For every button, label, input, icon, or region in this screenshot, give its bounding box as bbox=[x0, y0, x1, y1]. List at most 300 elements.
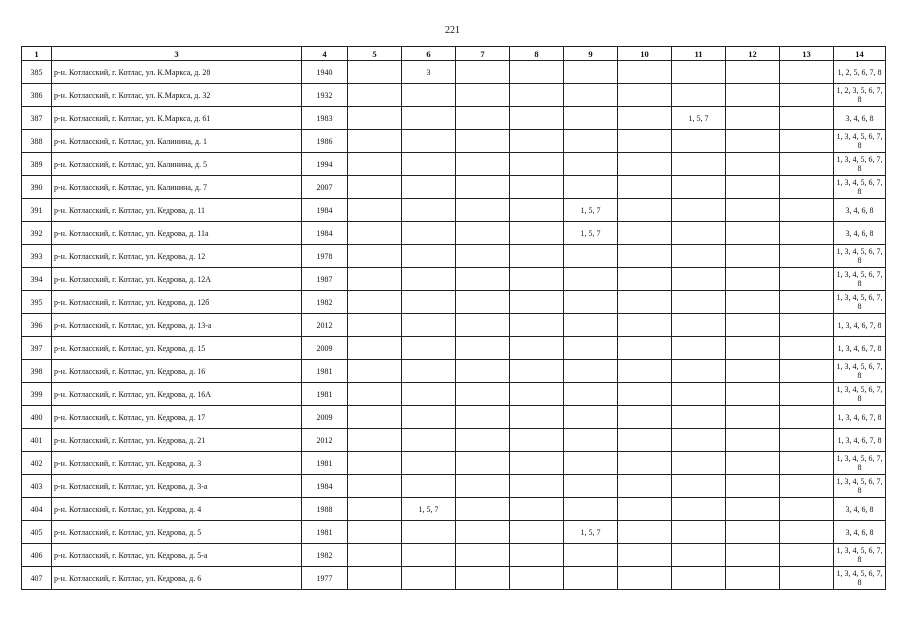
cell-col-8 bbox=[510, 383, 564, 406]
cell-col-9 bbox=[564, 245, 618, 268]
cell-col-7 bbox=[456, 475, 510, 498]
cell-col-6 bbox=[402, 337, 456, 360]
cell-col-7 bbox=[456, 314, 510, 337]
cell-col-4: 1986 bbox=[302, 130, 348, 153]
cell-col-13 bbox=[780, 544, 834, 567]
cell-col-4: 1984 bbox=[302, 475, 348, 498]
cell-col-6 bbox=[402, 130, 456, 153]
table-row bbox=[22, 383, 886, 406]
cell-col-14: 1, 3, 4, 5, 6, 7, 8 bbox=[834, 475, 886, 498]
cell-col-12 bbox=[726, 406, 780, 429]
cell-col-9 bbox=[564, 176, 618, 199]
cell-col-4: 1981 bbox=[302, 521, 348, 544]
cell-col-9 bbox=[564, 383, 618, 406]
cell-col-12 bbox=[726, 498, 780, 521]
cell-col-4: 1981 bbox=[302, 452, 348, 475]
cell-col-6 bbox=[402, 245, 456, 268]
cell-col-9: 1, 5, 7 bbox=[564, 521, 618, 544]
cell-col-11 bbox=[672, 268, 726, 291]
cell-col-5 bbox=[348, 498, 402, 521]
cell-col-8 bbox=[510, 429, 564, 452]
cell-col-7 bbox=[456, 544, 510, 567]
cell-col-3: р-н. Котласский, г. Котлас, ул. Кедрова, д. 11а bbox=[52, 222, 302, 245]
cell-col-4: 1984 bbox=[302, 222, 348, 245]
cell-col-9 bbox=[564, 498, 618, 521]
cell-col-5 bbox=[348, 567, 402, 590]
cell-col-1: 400 bbox=[22, 406, 52, 429]
cell-col-3: р-н. Котласский, г. Котлас, ул. Кедрова, д. 16А bbox=[52, 383, 302, 406]
cell-col-3: р-н. Котласский, г. Котлас, ул. Кедрова, д. 16 bbox=[52, 360, 302, 383]
cell-col-10 bbox=[618, 268, 672, 291]
cell-col-13 bbox=[780, 475, 834, 498]
column-header-13: 13 bbox=[780, 47, 834, 61]
cell-col-13 bbox=[780, 153, 834, 176]
cell-col-12 bbox=[726, 130, 780, 153]
cell-col-1: 396 bbox=[22, 314, 52, 337]
cell-col-7 bbox=[456, 61, 510, 84]
cell-col-11 bbox=[672, 544, 726, 567]
table-row bbox=[22, 153, 886, 176]
cell-col-1: 386 bbox=[22, 84, 52, 107]
table-row bbox=[22, 498, 886, 521]
cell-col-12 bbox=[726, 153, 780, 176]
cell-col-10 bbox=[618, 383, 672, 406]
cell-col-1: 398 bbox=[22, 360, 52, 383]
cell-col-14: 1, 3, 4, 6, 7, 8 bbox=[834, 337, 886, 360]
cell-col-10 bbox=[618, 199, 672, 222]
cell-col-12 bbox=[726, 429, 780, 452]
column-header-3: 3 bbox=[52, 47, 302, 61]
cell-col-10 bbox=[618, 245, 672, 268]
cell-col-6 bbox=[402, 107, 456, 130]
cell-col-1: 405 bbox=[22, 521, 52, 544]
cell-col-12 bbox=[726, 475, 780, 498]
cell-col-10 bbox=[618, 291, 672, 314]
cell-col-11 bbox=[672, 314, 726, 337]
cell-col-5 bbox=[348, 107, 402, 130]
cell-col-7 bbox=[456, 429, 510, 452]
cell-col-4: 1994 bbox=[302, 153, 348, 176]
cell-col-1: 388 bbox=[22, 130, 52, 153]
cell-col-14: 1, 3, 4, 6, 7, 8 bbox=[834, 406, 886, 429]
cell-col-11 bbox=[672, 61, 726, 84]
cell-col-6 bbox=[402, 452, 456, 475]
cell-col-13 bbox=[780, 176, 834, 199]
cell-col-10 bbox=[618, 153, 672, 176]
cell-col-8 bbox=[510, 130, 564, 153]
table-row bbox=[22, 107, 886, 130]
cell-col-12 bbox=[726, 314, 780, 337]
cell-col-5 bbox=[348, 406, 402, 429]
cell-col-7 bbox=[456, 452, 510, 475]
cell-col-3: р-н. Котласский, г. Котлас, ул. Кедрова, д. 17 bbox=[52, 406, 302, 429]
table-row bbox=[22, 222, 886, 245]
cell-col-8 bbox=[510, 337, 564, 360]
cell-col-8 bbox=[510, 84, 564, 107]
cell-col-6 bbox=[402, 475, 456, 498]
cell-col-8 bbox=[510, 268, 564, 291]
cell-col-11 bbox=[672, 291, 726, 314]
cell-col-14: 1, 3, 4, 6, 7, 8 bbox=[834, 429, 886, 452]
cell-col-6 bbox=[402, 567, 456, 590]
column-header-6: 6 bbox=[402, 47, 456, 61]
cell-col-1: 404 bbox=[22, 498, 52, 521]
cell-col-11 bbox=[672, 521, 726, 544]
cell-col-8 bbox=[510, 176, 564, 199]
cell-col-5 bbox=[348, 153, 402, 176]
cell-col-14: 1, 3, 4, 5, 6, 7, 8 bbox=[834, 176, 886, 199]
cell-col-11 bbox=[672, 498, 726, 521]
cell-col-9 bbox=[564, 107, 618, 130]
cell-col-4: 1982 bbox=[302, 544, 348, 567]
cell-col-10 bbox=[618, 544, 672, 567]
cell-col-8 bbox=[510, 61, 564, 84]
table-row bbox=[22, 544, 886, 567]
table-row bbox=[22, 61, 886, 84]
cell-col-6 bbox=[402, 406, 456, 429]
cell-col-6 bbox=[402, 268, 456, 291]
column-header-4: 4 bbox=[302, 47, 348, 61]
cell-col-7 bbox=[456, 268, 510, 291]
cell-col-6 bbox=[402, 383, 456, 406]
cell-col-9 bbox=[564, 61, 618, 84]
cell-col-13 bbox=[780, 291, 834, 314]
cell-col-7 bbox=[456, 360, 510, 383]
column-header-1: 1 bbox=[22, 47, 52, 61]
cell-col-13 bbox=[780, 84, 834, 107]
cell-col-12 bbox=[726, 61, 780, 84]
cell-col-11 bbox=[672, 245, 726, 268]
cell-col-3: р-н. Котласский, г. Котлас, ул. Кедрова, д. 13-а bbox=[52, 314, 302, 337]
cell-col-4: 1932 bbox=[302, 84, 348, 107]
cell-col-9 bbox=[564, 406, 618, 429]
cell-col-12 bbox=[726, 383, 780, 406]
cell-col-14: 1, 3, 4, 5, 6, 7, 8 bbox=[834, 360, 886, 383]
cell-col-14: 1, 3, 4, 5, 6, 7, 8 bbox=[834, 245, 886, 268]
cell-col-12 bbox=[726, 176, 780, 199]
cell-col-7 bbox=[456, 199, 510, 222]
cell-col-13 bbox=[780, 406, 834, 429]
cell-col-1: 389 bbox=[22, 153, 52, 176]
table-row bbox=[22, 521, 886, 544]
cell-col-1: 401 bbox=[22, 429, 52, 452]
cell-col-11 bbox=[672, 84, 726, 107]
table-row bbox=[22, 406, 886, 429]
cell-col-6 bbox=[402, 84, 456, 107]
cell-col-14: 3, 4, 6, 8 bbox=[834, 498, 886, 521]
page-number: 221 bbox=[445, 25, 460, 36]
cell-col-5 bbox=[348, 544, 402, 567]
cell-col-5 bbox=[348, 429, 402, 452]
cell-col-7 bbox=[456, 337, 510, 360]
cell-col-14: 3, 4, 6, 8 bbox=[834, 222, 886, 245]
cell-col-13 bbox=[780, 107, 834, 130]
table-row bbox=[22, 176, 886, 199]
cell-col-1: 387 bbox=[22, 107, 52, 130]
cell-col-1: 395 bbox=[22, 291, 52, 314]
cell-col-5 bbox=[348, 84, 402, 107]
table-row bbox=[22, 337, 886, 360]
cell-col-1: 403 bbox=[22, 475, 52, 498]
cell-col-4: 1988 bbox=[302, 498, 348, 521]
cell-col-6 bbox=[402, 176, 456, 199]
cell-col-13 bbox=[780, 383, 834, 406]
cell-col-8 bbox=[510, 314, 564, 337]
cell-col-9 bbox=[564, 291, 618, 314]
cell-col-3: р-н. Котласский, г. Котлас, ул. Кедрова, д. 12 bbox=[52, 245, 302, 268]
cell-col-14: 1, 3, 4, 6, 7, 8 bbox=[834, 314, 886, 337]
cell-col-3: р-н. Котласский, г. Котлас, ул. Кедрова, д. 11 bbox=[52, 199, 302, 222]
column-header-11: 11 bbox=[672, 47, 726, 61]
column-header-5: 5 bbox=[348, 47, 402, 61]
cell-col-1: 385 bbox=[22, 61, 52, 84]
cell-col-14: 1, 3, 4, 5, 6, 7, 8 bbox=[834, 291, 886, 314]
cell-col-11 bbox=[672, 153, 726, 176]
cell-col-8 bbox=[510, 544, 564, 567]
cell-col-14: 1, 2, 5, 6, 7, 8 bbox=[834, 61, 886, 84]
cell-col-3: р-н. Котласский, г. Котлас, ул. Кедрова, д. 6 bbox=[52, 567, 302, 590]
cell-col-8 bbox=[510, 291, 564, 314]
cell-col-11 bbox=[672, 199, 726, 222]
cell-col-13 bbox=[780, 222, 834, 245]
cell-col-14: 1, 3, 4, 5, 6, 7, 8 bbox=[834, 452, 886, 475]
cell-col-10 bbox=[618, 130, 672, 153]
cell-col-3: р-н. Котласский, г. Котлас, ул. Кедрова, д. 12б bbox=[52, 291, 302, 314]
cell-col-14: 1, 3, 4, 5, 6, 7, 8 bbox=[834, 567, 886, 590]
cell-col-7 bbox=[456, 153, 510, 176]
cell-col-6 bbox=[402, 153, 456, 176]
cell-col-4: 1940 bbox=[302, 61, 348, 84]
cell-col-13 bbox=[780, 452, 834, 475]
cell-col-5 bbox=[348, 337, 402, 360]
cell-col-13 bbox=[780, 521, 834, 544]
cell-col-13 bbox=[780, 245, 834, 268]
cell-col-13 bbox=[780, 130, 834, 153]
table-row bbox=[22, 567, 886, 590]
cell-col-8 bbox=[510, 567, 564, 590]
cell-col-5 bbox=[348, 222, 402, 245]
cell-col-3: р-н. Котласский, г. Котлас, ул. Калинина, д. 7 bbox=[52, 176, 302, 199]
cell-col-10 bbox=[618, 61, 672, 84]
cell-col-7 bbox=[456, 406, 510, 429]
cell-col-1: 397 bbox=[22, 337, 52, 360]
cell-col-1: 393 bbox=[22, 245, 52, 268]
cell-col-12 bbox=[726, 452, 780, 475]
cell-col-10 bbox=[618, 406, 672, 429]
cell-col-13 bbox=[780, 498, 834, 521]
cell-col-14: 1, 3, 4, 5, 6, 7, 8 bbox=[834, 153, 886, 176]
cell-col-9 bbox=[564, 84, 618, 107]
cell-col-13 bbox=[780, 360, 834, 383]
table-body bbox=[22, 61, 886, 590]
cell-col-12 bbox=[726, 544, 780, 567]
column-header-10: 10 bbox=[618, 47, 672, 61]
cell-col-12 bbox=[726, 222, 780, 245]
cell-col-6 bbox=[402, 544, 456, 567]
column-header-12: 12 bbox=[726, 47, 780, 61]
cell-col-12 bbox=[726, 268, 780, 291]
cell-col-4: 2012 bbox=[302, 314, 348, 337]
cell-col-9: 1, 5, 7 bbox=[564, 199, 618, 222]
cell-col-10 bbox=[618, 452, 672, 475]
cell-col-9 bbox=[564, 567, 618, 590]
cell-col-10 bbox=[618, 521, 672, 544]
cell-col-5 bbox=[348, 475, 402, 498]
cell-col-11 bbox=[672, 360, 726, 383]
cell-col-1: 390 bbox=[22, 176, 52, 199]
cell-col-10 bbox=[618, 84, 672, 107]
table-row bbox=[22, 360, 886, 383]
cell-col-5 bbox=[348, 130, 402, 153]
table-row bbox=[22, 429, 886, 452]
cell-col-1: 406 bbox=[22, 544, 52, 567]
cell-col-5 bbox=[348, 268, 402, 291]
cell-col-9 bbox=[564, 475, 618, 498]
cell-col-11 bbox=[672, 567, 726, 590]
cell-col-14: 3, 4, 6, 8 bbox=[834, 107, 886, 130]
table-row bbox=[22, 130, 886, 153]
cell-col-10 bbox=[618, 498, 672, 521]
cell-col-14: 1, 3, 4, 5, 6, 7, 8 bbox=[834, 130, 886, 153]
cell-col-12 bbox=[726, 521, 780, 544]
cell-col-4: 2009 bbox=[302, 406, 348, 429]
cell-col-13 bbox=[780, 429, 834, 452]
cell-col-10 bbox=[618, 176, 672, 199]
cell-col-14: 1, 3, 4, 5, 6, 7, 8 bbox=[834, 383, 886, 406]
cell-col-11 bbox=[672, 429, 726, 452]
cell-col-12 bbox=[726, 245, 780, 268]
cell-col-11 bbox=[672, 176, 726, 199]
cell-col-7 bbox=[456, 245, 510, 268]
table-row bbox=[22, 291, 886, 314]
cell-col-7 bbox=[456, 521, 510, 544]
cell-col-13 bbox=[780, 61, 834, 84]
cell-col-1: 402 bbox=[22, 452, 52, 475]
cell-col-7 bbox=[456, 130, 510, 153]
cell-col-6 bbox=[402, 429, 456, 452]
cell-col-9 bbox=[564, 130, 618, 153]
cell-col-6 bbox=[402, 291, 456, 314]
cell-col-13 bbox=[780, 268, 834, 291]
cell-col-7 bbox=[456, 567, 510, 590]
cell-col-3: р-н. Котласский, г. Котлас, ул. Калинина, д. 5 bbox=[52, 153, 302, 176]
cell-col-8 bbox=[510, 245, 564, 268]
cell-col-7 bbox=[456, 176, 510, 199]
cell-col-3: р-н. Котласский, г. Котлас, ул. Кедрова, д. 3 bbox=[52, 452, 302, 475]
cell-col-11 bbox=[672, 222, 726, 245]
cell-col-11 bbox=[672, 383, 726, 406]
cell-col-3: р-н. Котласский, г. Котлас, ул. К.Маркса, д. 32 bbox=[52, 84, 302, 107]
cell-col-14: 3, 4, 6, 8 bbox=[834, 199, 886, 222]
cell-col-7 bbox=[456, 107, 510, 130]
cell-col-8 bbox=[510, 222, 564, 245]
cell-col-12 bbox=[726, 107, 780, 130]
cell-col-8 bbox=[510, 452, 564, 475]
cell-col-4: 2007 bbox=[302, 176, 348, 199]
cell-col-12 bbox=[726, 337, 780, 360]
cell-col-4: 1981 bbox=[302, 383, 348, 406]
cell-col-8 bbox=[510, 107, 564, 130]
table-row bbox=[22, 268, 886, 291]
cell-col-13 bbox=[780, 199, 834, 222]
cell-col-6 bbox=[402, 360, 456, 383]
cell-col-1: 391 bbox=[22, 199, 52, 222]
cell-col-12 bbox=[726, 567, 780, 590]
cell-col-3: р-н. Котласский, г. Котлас, ул. Кедрова, д. 5-а bbox=[52, 544, 302, 567]
cell-col-12 bbox=[726, 291, 780, 314]
cell-col-11 bbox=[672, 452, 726, 475]
cell-col-9 bbox=[564, 268, 618, 291]
cell-col-5 bbox=[348, 452, 402, 475]
cell-col-6: 1, 5, 7 bbox=[402, 498, 456, 521]
cell-col-5 bbox=[348, 360, 402, 383]
cell-col-8 bbox=[510, 498, 564, 521]
cell-col-4: 1987 bbox=[302, 268, 348, 291]
cell-col-14: 1, 3, 4, 5, 6, 7, 8 bbox=[834, 544, 886, 567]
building-registry-table bbox=[21, 46, 886, 590]
cell-col-3: р-н. Котласский, г. Котлас, ул. К.Маркса, д. 28 bbox=[52, 61, 302, 84]
cell-col-10 bbox=[618, 567, 672, 590]
cell-col-4: 1981 bbox=[302, 360, 348, 383]
cell-col-9 bbox=[564, 452, 618, 475]
cell-col-12 bbox=[726, 360, 780, 383]
cell-col-4: 1984 bbox=[302, 199, 348, 222]
cell-col-4: 1978 bbox=[302, 245, 348, 268]
cell-col-5 bbox=[348, 314, 402, 337]
table-row bbox=[22, 314, 886, 337]
cell-col-6: 3 bbox=[402, 61, 456, 84]
cell-col-13 bbox=[780, 314, 834, 337]
cell-col-9 bbox=[564, 544, 618, 567]
cell-col-1: 399 bbox=[22, 383, 52, 406]
cell-col-10 bbox=[618, 360, 672, 383]
cell-col-10 bbox=[618, 337, 672, 360]
cell-col-14: 3, 4, 6, 8 bbox=[834, 521, 886, 544]
cell-col-9 bbox=[564, 360, 618, 383]
cell-col-6 bbox=[402, 314, 456, 337]
cell-col-14: 1, 2, 3, 5, 6, 7, 8 bbox=[834, 84, 886, 107]
cell-col-3: р-н. Котласский, г. Котлас, ул. Кедрова, д. 3-а bbox=[52, 475, 302, 498]
cell-col-11 bbox=[672, 406, 726, 429]
table-row bbox=[22, 245, 886, 268]
cell-col-13 bbox=[780, 567, 834, 590]
cell-col-1: 394 bbox=[22, 268, 52, 291]
cell-col-3: р-н. Котласский, г. Котлас, ул. Калинина, д. 1 bbox=[52, 130, 302, 153]
cell-col-5 bbox=[348, 383, 402, 406]
cell-col-7 bbox=[456, 84, 510, 107]
cell-col-11 bbox=[672, 337, 726, 360]
cell-col-7 bbox=[456, 222, 510, 245]
column-header-14: 14 bbox=[834, 47, 886, 61]
cell-col-13 bbox=[780, 337, 834, 360]
column-header-7: 7 bbox=[456, 47, 510, 61]
cell-col-5 bbox=[348, 245, 402, 268]
cell-col-8 bbox=[510, 153, 564, 176]
column-header-9: 9 bbox=[564, 47, 618, 61]
cell-col-6 bbox=[402, 521, 456, 544]
cell-col-3: р-н. Котласский, г. Котлас, ул. Кедрова, д. 5 bbox=[52, 521, 302, 544]
cell-col-5 bbox=[348, 521, 402, 544]
cell-col-9 bbox=[564, 153, 618, 176]
cell-col-9 bbox=[564, 429, 618, 452]
cell-col-3: р-н. Котласский, г. Котлас, ул. Кедрова, д. 15 bbox=[52, 337, 302, 360]
cell-col-3: р-н. Котласский, г. Котлас, ул. Кедрова, д. 12А bbox=[52, 268, 302, 291]
cell-col-4: 2012 bbox=[302, 429, 348, 452]
cell-col-9 bbox=[564, 337, 618, 360]
table-row bbox=[22, 452, 886, 475]
cell-col-5 bbox=[348, 291, 402, 314]
cell-col-5 bbox=[348, 176, 402, 199]
